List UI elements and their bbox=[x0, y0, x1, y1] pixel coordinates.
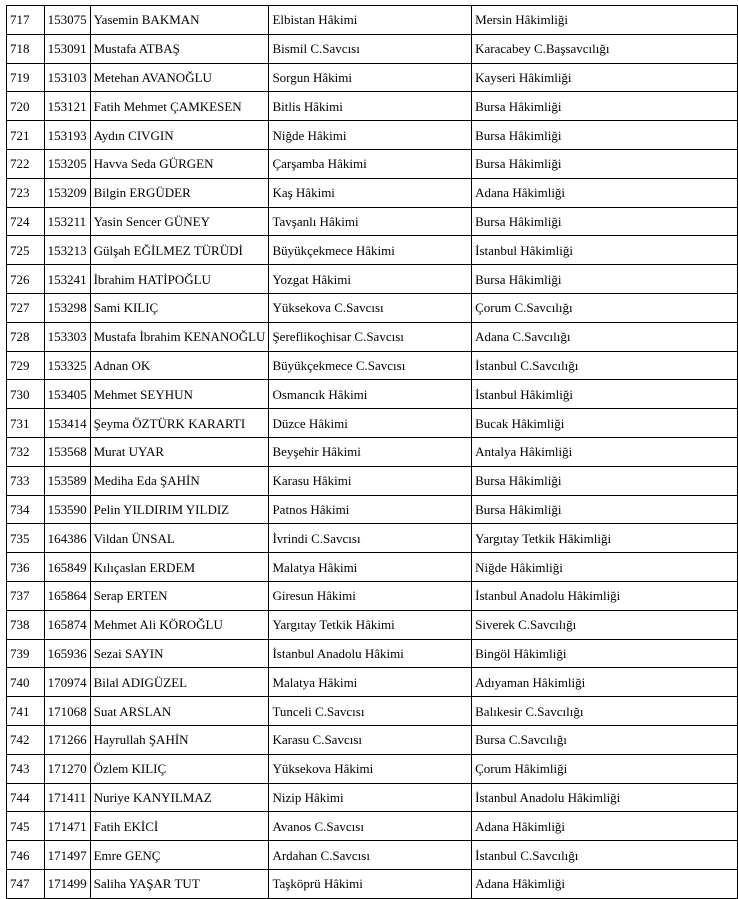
registry-number-cell: 153414 bbox=[44, 409, 90, 438]
registry-number-cell: 153303 bbox=[44, 322, 90, 351]
new-post-cell: Bursa Hâkimliği bbox=[472, 92, 738, 121]
row-number-cell: 747 bbox=[7, 869, 45, 898]
person-name-cell: Mehmet Ali KÖROĞLU bbox=[90, 610, 269, 639]
table-row bbox=[7, 466, 738, 495]
row-number-cell: 741 bbox=[7, 697, 45, 726]
table-body bbox=[7, 6, 738, 899]
person-name-cell: Kılıçaslan ERDEM bbox=[90, 553, 269, 582]
current-post-cell: Bitlis Hâkimi bbox=[269, 92, 472, 121]
row-number-cell: 745 bbox=[7, 812, 45, 841]
row-number-cell: 740 bbox=[7, 668, 45, 697]
registry-number-cell: 153568 bbox=[44, 437, 90, 466]
person-name-cell: Suat ARSLAN bbox=[90, 697, 269, 726]
person-name-cell: Şeyma ÖZTÜRK KARARTI bbox=[90, 409, 269, 438]
table-row bbox=[7, 178, 738, 207]
row-number-cell: 736 bbox=[7, 553, 45, 582]
person-name-cell: Emre GENÇ bbox=[90, 841, 269, 870]
new-post-cell: Bucak Hâkimliği bbox=[472, 409, 738, 438]
row-number-cell: 722 bbox=[7, 149, 45, 178]
row-number-cell: 738 bbox=[7, 610, 45, 639]
current-post-cell: Malatya Hâkimi bbox=[269, 553, 472, 582]
person-name-cell: Mustafa ATBAŞ bbox=[90, 34, 269, 63]
row-number-cell: 724 bbox=[7, 207, 45, 236]
registry-number-cell: 153298 bbox=[44, 293, 90, 322]
registry-number-cell: 165936 bbox=[44, 639, 90, 668]
current-post-cell: Bismil C.Savcısı bbox=[269, 34, 472, 63]
row-number-cell: 743 bbox=[7, 754, 45, 783]
new-post-cell: Siverek C.Savcılığı bbox=[472, 610, 738, 639]
person-name-cell: Fatih Mehmet ÇAMKESEN bbox=[90, 92, 269, 121]
new-post-cell: Adana C.Savcılığı bbox=[472, 322, 738, 351]
row-number-cell: 718 bbox=[7, 34, 45, 63]
current-post-cell: Büyükçekmece C.Savcısı bbox=[269, 351, 472, 380]
current-post-cell: Tavşanlı Hâkimi bbox=[269, 207, 472, 236]
person-name-cell: Aydın CIVGIN bbox=[90, 121, 269, 150]
new-post-cell: Bursa Hâkimliği bbox=[472, 495, 738, 524]
table-row bbox=[7, 639, 738, 668]
current-post-cell: Tunceli C.Savcısı bbox=[269, 697, 472, 726]
new-post-cell: Bursa C.Savcılığı bbox=[472, 725, 738, 754]
person-name-cell: Hayrullah ŞAHİN bbox=[90, 725, 269, 754]
table-row bbox=[7, 668, 738, 697]
table-row bbox=[7, 34, 738, 63]
person-name-cell: Nuriye KANYILMAZ bbox=[90, 783, 269, 812]
registry-number-cell: 153213 bbox=[44, 236, 90, 265]
current-post-cell: Şereflikoçhisar C.Savcısı bbox=[269, 322, 472, 351]
current-post-cell: Giresun Hâkimi bbox=[269, 581, 472, 610]
person-name-cell: Vildan ÜNSAL bbox=[90, 524, 269, 553]
person-name-cell: Bilgin ERGÜDER bbox=[90, 178, 269, 207]
registry-number-cell: 153241 bbox=[44, 265, 90, 294]
row-number-cell: 737 bbox=[7, 581, 45, 610]
person-name-cell: Bilal ADIGÜZEL bbox=[90, 668, 269, 697]
row-number-cell: 719 bbox=[7, 63, 45, 92]
table-row bbox=[7, 725, 738, 754]
person-name-cell: Yasemin BAKMAN bbox=[90, 6, 269, 35]
new-post-cell: Bursa Hâkimliği bbox=[472, 466, 738, 495]
new-post-cell: Çorum Hâkimliği bbox=[472, 754, 738, 783]
row-number-cell: 729 bbox=[7, 351, 45, 380]
row-number-cell: 732 bbox=[7, 437, 45, 466]
registry-number-cell: 153590 bbox=[44, 495, 90, 524]
person-name-cell: Mediha Eda ŞAHİN bbox=[90, 466, 269, 495]
person-name-cell: Saliha YAŞAR TUT bbox=[90, 869, 269, 898]
table-row bbox=[7, 351, 738, 380]
new-post-cell: Adana Hâkimliği bbox=[472, 869, 738, 898]
table-row bbox=[7, 121, 738, 150]
person-name-cell: Özlem KILIÇ bbox=[90, 754, 269, 783]
person-name-cell: Fatih EKİCİ bbox=[90, 812, 269, 841]
current-post-cell: Büyükçekmece Hâkimi bbox=[269, 236, 472, 265]
new-post-cell: Yargıtay Tetkik Hâkimliği bbox=[472, 524, 738, 553]
table-row bbox=[7, 207, 738, 236]
current-post-cell: Yüksekova C.Savcısı bbox=[269, 293, 472, 322]
registry-number-cell: 153075 bbox=[44, 6, 90, 35]
registry-number-cell: 164386 bbox=[44, 524, 90, 553]
table-row bbox=[7, 63, 738, 92]
table-row bbox=[7, 380, 738, 409]
table-row bbox=[7, 92, 738, 121]
registry-number-cell: 171270 bbox=[44, 754, 90, 783]
table-row bbox=[7, 236, 738, 265]
person-name-cell: Metehan AVANOĞLU bbox=[90, 63, 269, 92]
table-row bbox=[7, 265, 738, 294]
registry-number-cell: 153209 bbox=[44, 178, 90, 207]
new-post-cell: İstanbul C.Savcılığı bbox=[472, 351, 738, 380]
table-row bbox=[7, 581, 738, 610]
new-post-cell: Bursa Hâkimliği bbox=[472, 207, 738, 236]
current-post-cell: Nizip Hâkimi bbox=[269, 783, 472, 812]
current-post-cell: Ardahan C.Savcısı bbox=[269, 841, 472, 870]
registry-number-cell: 153091 bbox=[44, 34, 90, 63]
row-number-cell: 725 bbox=[7, 236, 45, 265]
new-post-cell: İstanbul Anadolu Hâkimliği bbox=[472, 783, 738, 812]
person-name-cell: Adnan OK bbox=[90, 351, 269, 380]
table-row bbox=[7, 610, 738, 639]
registry-number-cell: 153103 bbox=[44, 63, 90, 92]
row-number-cell: 720 bbox=[7, 92, 45, 121]
person-name-cell: Gülşah EĞİLMEZ TÜRÜDİ bbox=[90, 236, 269, 265]
registry-number-cell: 165874 bbox=[44, 610, 90, 639]
new-post-cell: İstanbul Hâkimliği bbox=[472, 236, 738, 265]
current-post-cell: Kaş Hâkimi bbox=[269, 178, 472, 207]
new-post-cell: Adıyaman Hâkimliği bbox=[472, 668, 738, 697]
registry-number-cell: 153193 bbox=[44, 121, 90, 150]
registry-number-cell: 153589 bbox=[44, 466, 90, 495]
registry-number-cell: 171471 bbox=[44, 812, 90, 841]
appointment-table bbox=[6, 5, 738, 899]
current-post-cell: Çarşamba Hâkimi bbox=[269, 149, 472, 178]
table-row bbox=[7, 437, 738, 466]
new-post-cell: Bursa Hâkimliği bbox=[472, 265, 738, 294]
person-name-cell: Havva Seda GÜRGEN bbox=[90, 149, 269, 178]
registry-number-cell: 171497 bbox=[44, 841, 90, 870]
current-post-cell: Düzce Hâkimi bbox=[269, 409, 472, 438]
new-post-cell: Bursa Hâkimliği bbox=[472, 149, 738, 178]
new-post-cell: Antalya Hâkimliği bbox=[472, 437, 738, 466]
row-number-cell: 733 bbox=[7, 466, 45, 495]
row-number-cell: 721 bbox=[7, 121, 45, 150]
new-post-cell: İstanbul Hâkimliği bbox=[472, 380, 738, 409]
table-row bbox=[7, 524, 738, 553]
registry-number-cell: 165849 bbox=[44, 553, 90, 582]
row-number-cell: 730 bbox=[7, 380, 45, 409]
person-name-cell: Mustafa İbrahim KENANOĞLU bbox=[90, 322, 269, 351]
new-post-cell: İstanbul C.Savcılığı bbox=[472, 841, 738, 870]
registry-number-cell: 153211 bbox=[44, 207, 90, 236]
person-name-cell: Murat UYAR bbox=[90, 437, 269, 466]
current-post-cell: Taşköprü Hâkimi bbox=[269, 869, 472, 898]
registry-number-cell: 171411 bbox=[44, 783, 90, 812]
row-number-cell: 744 bbox=[7, 783, 45, 812]
registry-number-cell: 171499 bbox=[44, 869, 90, 898]
table-row bbox=[7, 149, 738, 178]
new-post-cell: İstanbul Anadolu Hâkimliği bbox=[472, 581, 738, 610]
table-row bbox=[7, 409, 738, 438]
new-post-cell: Bingöl Hâkimliği bbox=[472, 639, 738, 668]
person-name-cell: Sami KILIÇ bbox=[90, 293, 269, 322]
row-number-cell: 734 bbox=[7, 495, 45, 524]
table-row bbox=[7, 293, 738, 322]
row-number-cell: 739 bbox=[7, 639, 45, 668]
current-post-cell: Patnos Hâkimi bbox=[269, 495, 472, 524]
registry-number-cell: 153325 bbox=[44, 351, 90, 380]
table-row bbox=[7, 841, 738, 870]
current-post-cell: Karasu Hâkimi bbox=[269, 466, 472, 495]
new-post-cell: Balıkesir C.Savcılığı bbox=[472, 697, 738, 726]
new-post-cell: Kayseri Hâkimliği bbox=[472, 63, 738, 92]
registry-number-cell: 170974 bbox=[44, 668, 90, 697]
person-name-cell: Mehmet SEYHUN bbox=[90, 380, 269, 409]
row-number-cell: 735 bbox=[7, 524, 45, 553]
row-number-cell: 746 bbox=[7, 841, 45, 870]
row-number-cell: 717 bbox=[7, 6, 45, 35]
new-post-cell: Karacabey C.Başsavcılığı bbox=[472, 34, 738, 63]
new-post-cell: Niğde Hâkimliği bbox=[472, 553, 738, 582]
current-post-cell: Malatya Hâkimi bbox=[269, 668, 472, 697]
table-row bbox=[7, 322, 738, 351]
current-post-cell: Niğde Hâkimi bbox=[269, 121, 472, 150]
registry-number-cell: 165864 bbox=[44, 581, 90, 610]
table-row bbox=[7, 495, 738, 524]
registry-number-cell: 171266 bbox=[44, 725, 90, 754]
current-post-cell: Karasu C.Savcısı bbox=[269, 725, 472, 754]
new-post-cell: Adana Hâkimliği bbox=[472, 178, 738, 207]
current-post-cell: İvrindi C.Savcısı bbox=[269, 524, 472, 553]
current-post-cell: Osmancık Hâkimi bbox=[269, 380, 472, 409]
table-row bbox=[7, 697, 738, 726]
registry-number-cell: 153121 bbox=[44, 92, 90, 121]
current-post-cell: Elbistan Hâkimi bbox=[269, 6, 472, 35]
row-number-cell: 726 bbox=[7, 265, 45, 294]
current-post-cell: Yüksekova Hâkimi bbox=[269, 754, 472, 783]
row-number-cell: 731 bbox=[7, 409, 45, 438]
registry-number-cell: 153405 bbox=[44, 380, 90, 409]
current-post-cell: Yargıtay Tetkik Hâkimi bbox=[269, 610, 472, 639]
row-number-cell: 727 bbox=[7, 293, 45, 322]
person-name-cell: İbrahim HATİPOĞLU bbox=[90, 265, 269, 294]
current-post-cell: Beyşehir Hâkimi bbox=[269, 437, 472, 466]
row-number-cell: 723 bbox=[7, 178, 45, 207]
person-name-cell: Yasin Sencer GÜNEY bbox=[90, 207, 269, 236]
new-post-cell: Bursa Hâkimliği bbox=[472, 121, 738, 150]
current-post-cell: Yozgat Hâkimi bbox=[269, 265, 472, 294]
person-name-cell: Sezai SAYIN bbox=[90, 639, 269, 668]
new-post-cell: Çorum C.Savcılığı bbox=[472, 293, 738, 322]
table-row bbox=[7, 553, 738, 582]
registry-number-cell: 171068 bbox=[44, 697, 90, 726]
table-row bbox=[7, 783, 738, 812]
new-post-cell: Mersin Hâkimliği bbox=[472, 6, 738, 35]
table-row bbox=[7, 6, 738, 35]
new-post-cell: Adana Hâkimliği bbox=[472, 812, 738, 841]
current-post-cell: İstanbul Anadolu Hâkimi bbox=[269, 639, 472, 668]
current-post-cell: Avanos C.Savcısı bbox=[269, 812, 472, 841]
table-row bbox=[7, 754, 738, 783]
current-post-cell: Sorgun Hâkimi bbox=[269, 63, 472, 92]
row-number-cell: 742 bbox=[7, 725, 45, 754]
row-number-cell: 728 bbox=[7, 322, 45, 351]
table-row bbox=[7, 812, 738, 841]
registry-number-cell: 153205 bbox=[44, 149, 90, 178]
person-name-cell: Serap ERTEN bbox=[90, 581, 269, 610]
person-name-cell: Pelin YILDIRIM YILDIZ bbox=[90, 495, 269, 524]
